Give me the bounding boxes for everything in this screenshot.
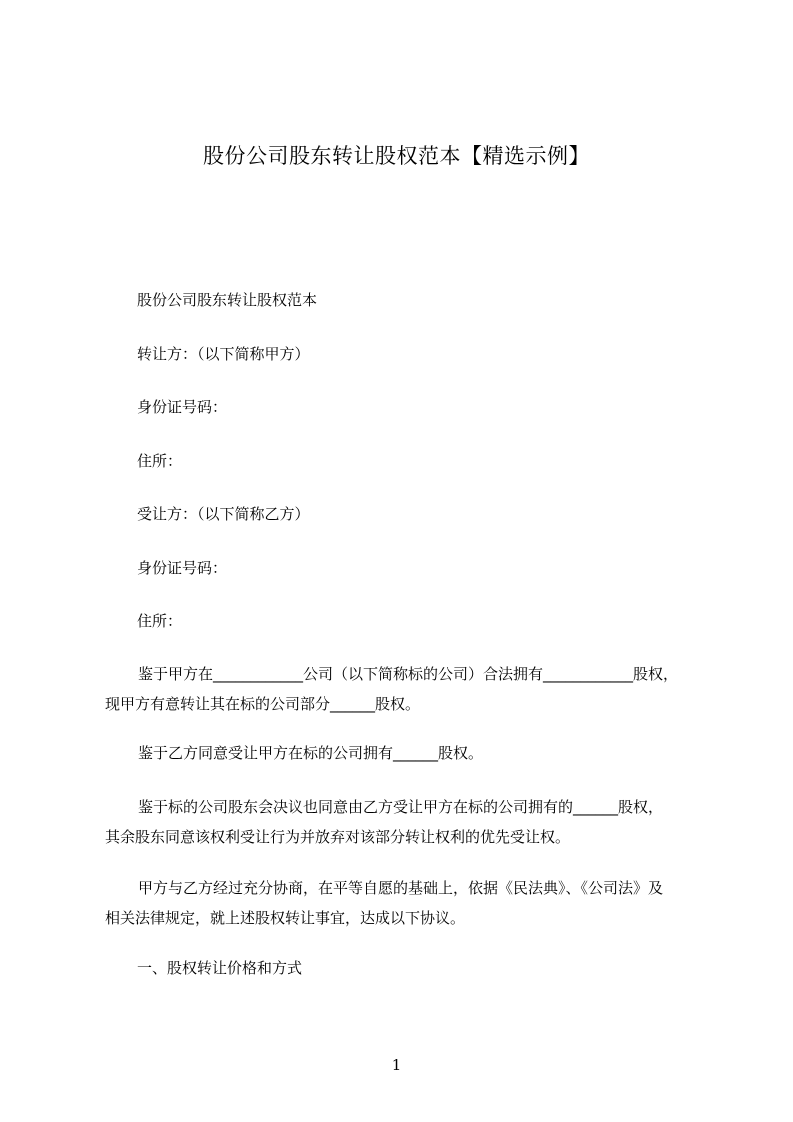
recital-1-line-1: 鉴于甲方在____________公司（以下简称标的公司）合法拥有____________股权， <box>138 665 679 683</box>
recital-4-line-1: 甲方与乙方经过充分协商，在平等自愿的基础上，依据《民法典》、《公司法》及 <box>138 879 664 897</box>
transferee-line: 受让方：（以下简称乙方） <box>137 505 310 523</box>
recital-3-line-2: 其余股东同意该权利受让行为并放弃对该部分转让权利的优先受让权。 <box>105 828 571 846</box>
recital-paragraph-3 <box>105 792 697 852</box>
recital-paragraph-4 <box>105 873 697 933</box>
transferee-address: 住所： <box>137 612 183 630</box>
transferee-id-number: 身份证号码： <box>137 559 228 577</box>
recital-paragraph-2 <box>105 738 697 768</box>
recital-4-line-2: 相关法律规定，就上述股权转让事宜，达成以下协议。 <box>105 909 466 927</box>
document-heading: 股份公司股东转让股权范本 <box>137 291 318 309</box>
document-title: 股份公司股东转让股权范本【精选示例】 <box>203 144 590 168</box>
transferor-line: 转让方：（以下简称甲方） <box>137 345 310 363</box>
section-heading-1: 一、股权转让价格和方式 <box>137 959 303 977</box>
recital-3-line-1: 鉴于标的公司股东会决议也同意由乙方受让甲方在标的公司拥有的______股权， <box>138 798 664 816</box>
transferor-address: 住所： <box>137 452 183 470</box>
recital-1-line-2: 现甲方有意转让其在标的公司部分______股权。 <box>105 695 421 713</box>
recital-2-line-1: 鉴于乙方同意受让甲方在标的公司拥有______股权。 <box>138 744 484 762</box>
transferor-id-number: 身份证号码： <box>137 398 228 416</box>
page-number: 1 <box>391 1056 402 1074</box>
recital-paragraph-1 <box>105 659 697 719</box>
